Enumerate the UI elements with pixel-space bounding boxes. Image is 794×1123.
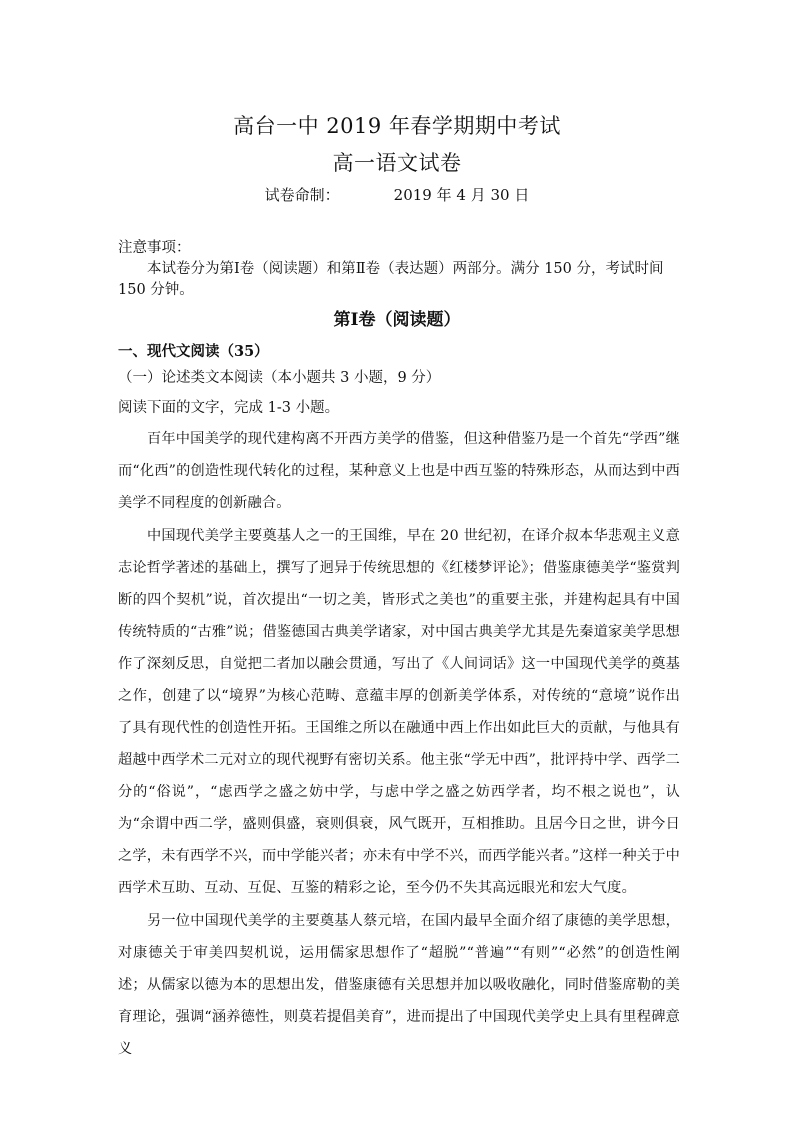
notice-text: 本试卷分为第Ⅰ卷（阅读题）和第Ⅱ卷（表达题）两部分。满分 150 分，考试时间 150 分钟。 bbox=[118, 261, 664, 298]
reading-instruction: 阅读下面的文字，完成 1-3 小题。 bbox=[118, 400, 340, 416]
section-title: 第Ⅰ卷（阅读题） bbox=[333, 310, 461, 330]
exam-date: 2019 年 4 月 30 日 bbox=[393, 186, 530, 204]
author-label: 试卷命制： bbox=[264, 186, 340, 204]
notice-block bbox=[118, 238, 680, 301]
part-heading: 一、现代文阅读（35） bbox=[118, 343, 269, 360]
passage-paragraph: 中国现代美学主要奠基人之一的王国维，早在 20 世纪初，在译介叔本华悲观主义意志论哲学著述的基础上，撰写了迥异于传统思想的《红楼梦评论》；借鉴康德美学“鉴赏判断的四个契机”说，首次提出“一切之美，皆形式之美也”的重要主张，并建构起具有中国传统特质的“古雅”说；借鉴德国古典美学诸家，对中国古典美学尤其是先秦道家美学思想作了深刻反思，自觉把二者加以融会贯通，写出了《人间词话》这一中国现代美学的奠基之作，创建了以“境界”为核心范畴、意蕴丰厚的创新美学体系，对传统的“意境”说作出了具有现代性的创造性开拓。王国维之所以在融通中西上作出如此巨大的贡献，与他具有超越中西学术二元对立的现代视野有密切关系。他主张“学无中西”，批评持中学、西学二分的“俗说”，“虑西学之盛之妨中学，与虑中学之盛之妨西学者，均不根之说也”，认为“余谓中西二学，盛则俱盛，衰则俱衰，风气既开，互相推助。且居今日之世，讲今日之学，未有西学不兴，而中学能兴者；亦未有中学不兴，而西学能兴者。”这样一种关于中西学术互助、互动、互促、互鉴的精彩之论，至今仍不失其高远眼光和宏大气度。 bbox=[118, 528, 680, 896]
passage bbox=[118, 423, 680, 1066]
exam-meta bbox=[0, 184, 794, 205]
exam-subtitle: 高一语文试卷 bbox=[332, 151, 462, 175]
notice-label: 注意事项： bbox=[118, 240, 191, 256]
passage-paragraph: 百年中国美学的现代建构离不开西方美学的借鉴，但这种借鉴乃是一个首先“学西”继而“化西”的创造性现代转化的过程，某种意义上也是中西互鉴的特殊形态，从而达到中西美学不同程度的创新融合。 bbox=[118, 431, 680, 511]
passage-paragraph: 另一位中国现代美学的主要奠基人蔡元培，在国内最早全面介绍了康德的美学思想，对康德关于审美四契机说，运用儒家思想作了“超脱”“普遍”“有则”“必然”的创造性阐述；从儒家以德为本的思想出发，借鉴康德有关思想并加以吸收融化，同时借鉴席勒的美育理论，强调“涵养德性，则莫若提倡美育”，进而提出了中国现代美学史上具有里程碑意义 bbox=[118, 913, 680, 1057]
sub-heading: （一）论述类文本阅读（本小题共 3 小题，9 分） bbox=[118, 370, 441, 386]
exam-title: 高台一中 2019 年春学期期中考试 bbox=[233, 114, 561, 138]
